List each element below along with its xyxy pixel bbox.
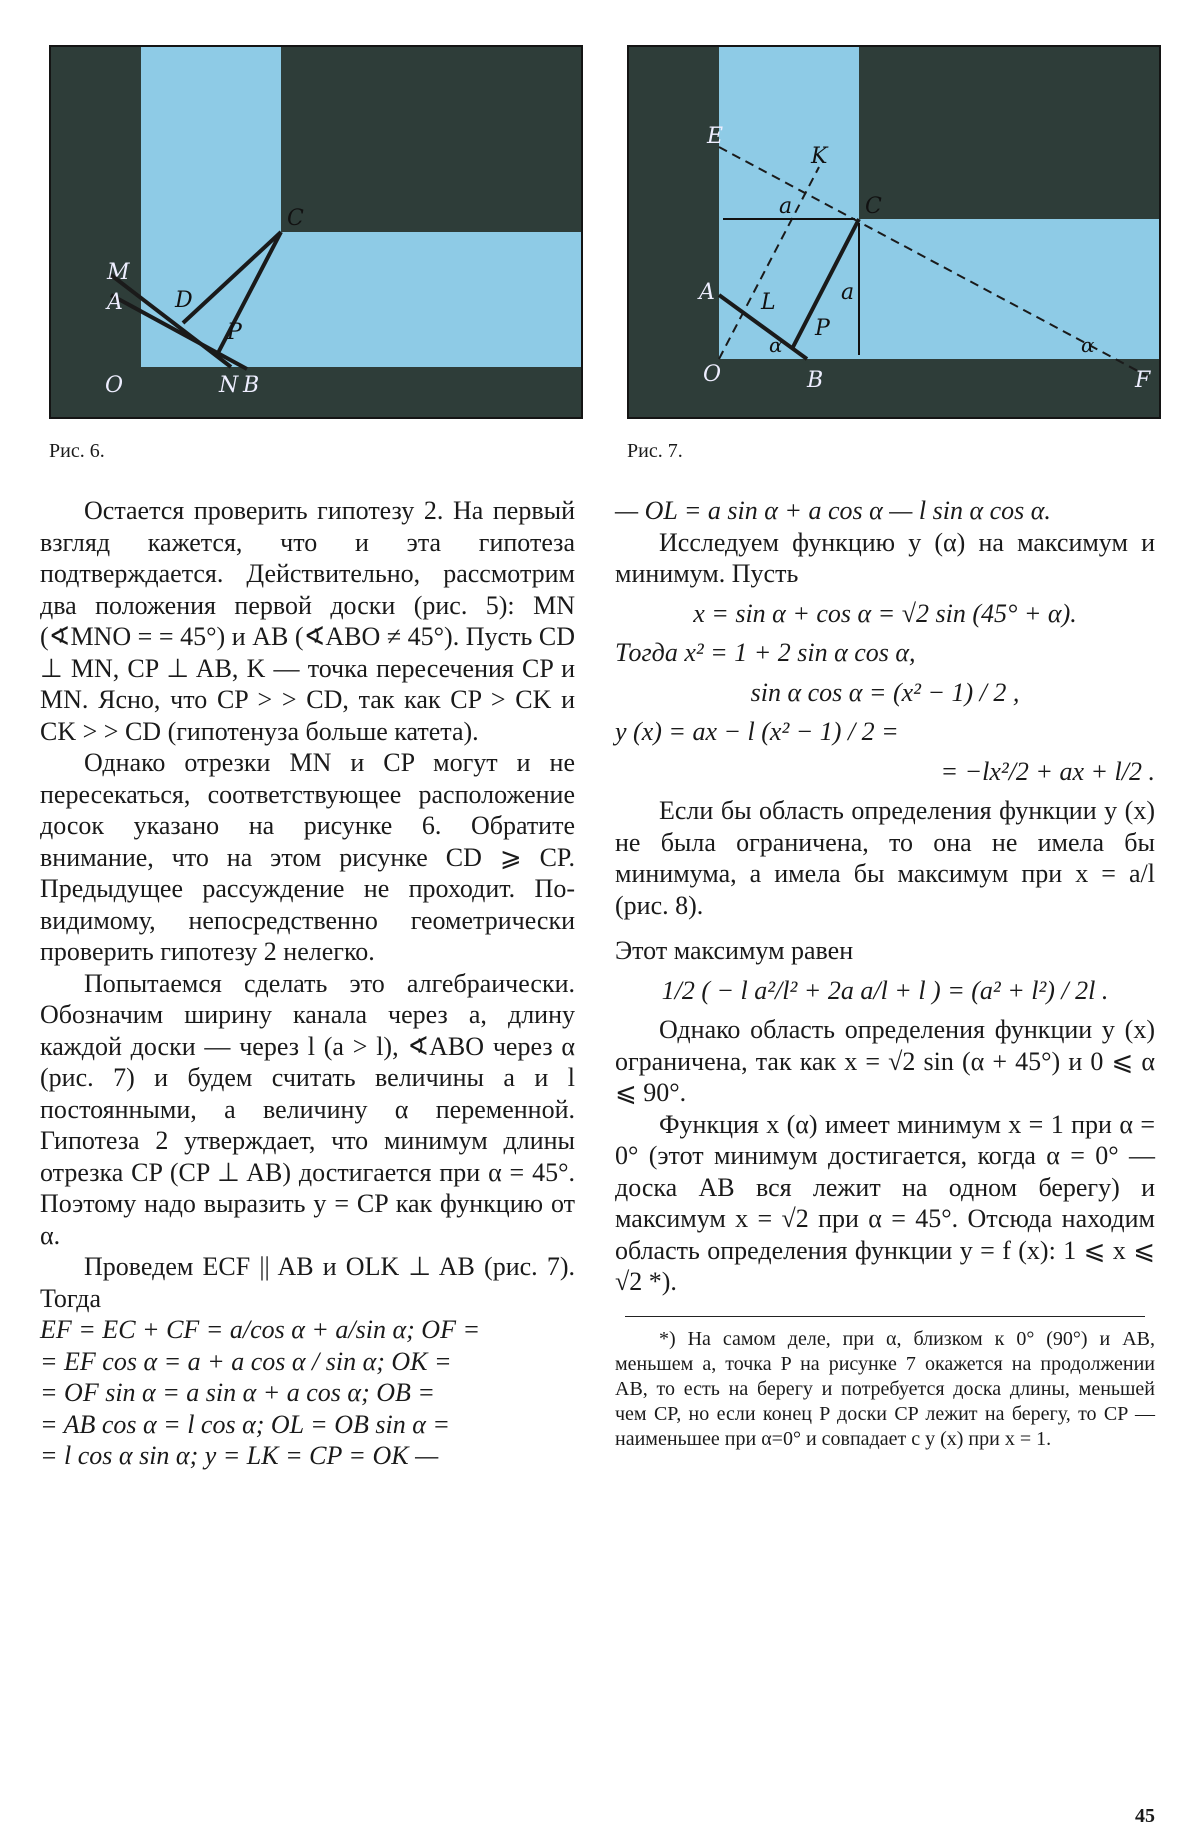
- label-o: O: [105, 373, 124, 398]
- label-p: P: [815, 316, 830, 341]
- left-column: [40, 495, 575, 1472]
- figure-6-drawing: [51, 47, 581, 417]
- label-d: D: [175, 288, 193, 313]
- formula-y-of-x: y (x) = ax − l (x² − 1) / 2 =: [615, 717, 899, 746]
- label-c: C: [865, 194, 882, 219]
- label-p: P: [227, 320, 242, 345]
- label-b: B: [243, 373, 260, 398]
- paragraph-construction: Проведем ECF || AB и OLK ⊥ AB (рис. 7). Тогда: [40, 1252, 575, 1313]
- label-l: L: [761, 290, 776, 315]
- formula-x-squared: Тогда x² = 1 + 2 sin α cos α,: [615, 638, 916, 667]
- label-m: M: [107, 260, 130, 285]
- label-n: N: [219, 373, 239, 398]
- paragraph-domain-unbounded: Если бы область определения функции y (x) не была ограничена, то она не имела бы минимума, а имела бы максимум при x = a/l (рис. 8).: [615, 796, 1155, 920]
- paragraph-domain-bounded: Однако область определения функции y (x) ограничена, так как x = √2 sin (α + 45°) и 0 ⩽ α ⩽ 90°.: [615, 1015, 1155, 1107]
- label-a: A: [699, 280, 715, 305]
- footnote-divider: [625, 1316, 1145, 1317]
- figure-6: [49, 45, 583, 419]
- label-f: F: [1135, 368, 1151, 393]
- formula-ok: = OF sin α = a sin α + a cos α; OB =: [40, 1378, 435, 1407]
- paragraph-x-alpha-extrema: Функция x (α) имеет минимум x = 1 при α = 0° (этот минимум достигается, когда α = 0° — доска AB вся лежит на одном берегу) и максимум x = √2 при α = 45°. Отсюда находим область определения функции y = f (x): 1 ⩽ x ⩽ √2 *).: [615, 1109, 1155, 1296]
- label-e: E: [707, 124, 724, 149]
- label-c: C: [287, 206, 304, 231]
- figure-7-drawing: [629, 47, 1159, 417]
- paragraph-maximum: Этот максимум равен: [615, 936, 854, 965]
- footnote: *) На самом деле, при α, близком к 0° (90°) и AB, меньшем a, точка P на рисунке 7 окажется на продолжении AB, то есть на берегу и потребуется доска длины, меньшей чем CP, но если конец P доски CP лежит на берегу, то CP — наименьшее при α=0° и совпадает с y (x) при x = 1.: [615, 1327, 1155, 1450]
- formula-y-of-x-expanded: = −lx²/2 + ax + l/2 .: [940, 756, 1155, 786]
- label-a-width: a: [779, 194, 793, 219]
- formula-of: = EF cos α = a + a cos α / sin α; OK =: [40, 1346, 452, 1376]
- formula-ob: = AB cos α = l cos α; OL = OB sin α =: [40, 1409, 450, 1439]
- label-alpha-left: α: [769, 333, 783, 357]
- label-alpha-right: α: [1081, 333, 1095, 357]
- label-a-height: a: [841, 280, 855, 305]
- label-k: K: [811, 144, 828, 169]
- paragraph-algebraic-approach: Попытаемся сделать это алгебраически. Обозначим ширину канала через a, длину каждой доски — через l (a > l), ∢ABO через α (рис. 7) и будем считать величины a и l постоянными, а величину α переменной. Гипотеза 2 утверждает, что минимум длины отрезка CP (CP ⊥ AB) достигается при α = 45°. Поэтому надо выразить y = CP как функцию от α.: [40, 968, 575, 1250]
- formula-x-substitution: x = sin α + cos α = √2 sin (45° + α).: [693, 598, 1077, 628]
- figure-7-caption: Рис. 7.: [627, 440, 683, 462]
- formula-y-alpha: — OL = a sin α + a cos α — l sin α cos α.: [615, 496, 1051, 525]
- label-a: A: [107, 290, 123, 315]
- paragraph-segments-may-not-intersect: Однако отрезки MN и CP могут и не пересекаться, соответствующее расположение досок указано на рисунке 6. Обратите внимание, что на этом рисунке CD ⩾ CP. Предыдущее рассуждение не проходит. По-видимому, непосредственно геометрически проверить гипотезу 2 нелегко.: [40, 748, 575, 966]
- paragraph-hypothesis-check: Остается проверить гипотезу 2. На первый взгляд кажется, что и эта гипотеза подтверждается. Действительно, рассмотрим два положения первой доски (рис. 5): MN (∢MNO = = 45°) и AB (∢ABO ≠ 45°). Пусть CD ⊥ MN, CP ⊥ AB, K — точка пересечения CP и MN. Ясно, что CP > > CD, так как CP > CK и CK > > CD (гипотенуза больше катета).: [40, 496, 575, 746]
- right-column: [615, 495, 1155, 1452]
- figure-7: [627, 45, 1161, 419]
- formula-y-cp: = l cos α sin α; y = LK = CP = OK —: [40, 1441, 439, 1470]
- label-o: O: [703, 362, 722, 387]
- figure-6-caption: Рис. 6.: [49, 440, 105, 462]
- formula-sin-cos: sin α cos α = (x² − 1) / 2 ,: [750, 677, 1020, 707]
- formula-maximum-value: 1/2 ( − l a²/l² + 2a a/l + l ) = (a² + l²) / 2l .: [661, 975, 1109, 1005]
- formula-ef: EF = EC + CF = a/cos α + a/sin α; OF =: [40, 1315, 480, 1344]
- label-b: B: [807, 368, 824, 393]
- page-number: 45: [1135, 1805, 1155, 1827]
- paragraph-investigate-function: Исследуем функцию y (α) на максимум и минимум. Пусть: [615, 527, 1155, 588]
